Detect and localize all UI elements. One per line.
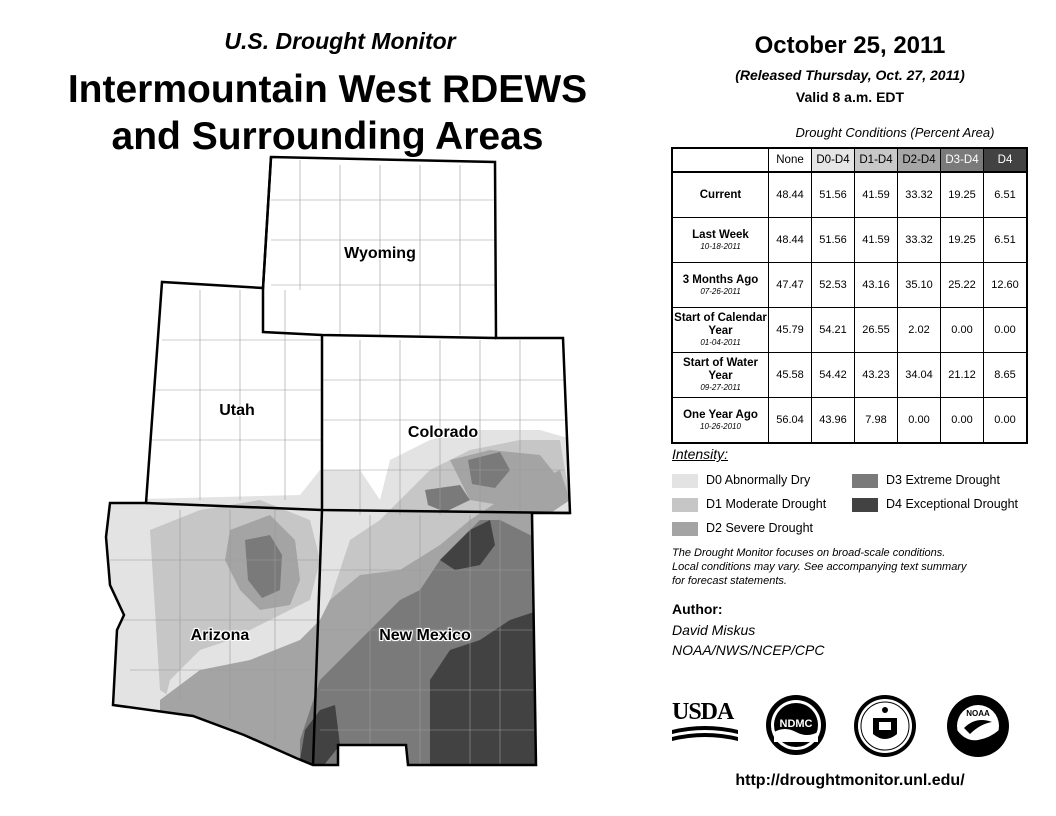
table-cell: 0.00 (941, 308, 984, 353)
ndmc-logo-text: NDMC (779, 718, 813, 730)
table-cell: 34.04 (898, 353, 941, 398)
state-label-colorado: Colorado (407, 424, 479, 441)
table-cell: 52.53 (812, 263, 855, 308)
table-cell: 33.32 (898, 172, 941, 218)
row-label (672, 263, 769, 308)
row-label-text: Start of Calendar Year (674, 312, 767, 337)
table-cell: 45.58 (769, 353, 812, 398)
legend-item-d3 (852, 472, 1000, 488)
commerce-seal (853, 694, 917, 758)
website-link[interactable]: http://droughtmonitor.unl.edu/ (735, 772, 965, 789)
table-cell: 0.00 (984, 398, 1028, 444)
table-row (672, 353, 1027, 398)
table-cell: 33.32 (898, 218, 941, 263)
legend-item-d1 (672, 496, 826, 512)
table-corner (672, 148, 769, 172)
table-cell: 25.22 (941, 263, 984, 308)
table-cell: 43.96 (812, 398, 855, 444)
table-cell: 51.56 (812, 172, 855, 218)
table-cell: 56.04 (769, 398, 812, 444)
column-header: D1-D4 (855, 148, 898, 172)
column-header: D0-D4 (812, 148, 855, 172)
row-date: 09-27-2011 (700, 383, 741, 392)
table-cell: 8.65 (984, 353, 1028, 398)
drought-conditions-table (671, 147, 1028, 444)
table-cell: 51.56 (812, 218, 855, 263)
legend-label: D0 Abnormally Dry (706, 473, 811, 487)
legend-swatch (852, 474, 878, 488)
table-cell: 41.59 (855, 218, 898, 263)
map-subtitle: U.S. Drought Monitor (224, 28, 456, 54)
row-label-text: One Year Ago (683, 408, 758, 421)
table-row (672, 308, 1027, 353)
note-line: Local conditions may vary. See accompanying text summary (672, 561, 967, 573)
row-label (672, 308, 769, 353)
usda-logo-mark (672, 724, 738, 746)
legend-swatch (672, 474, 698, 488)
column-header: D2-D4 (898, 148, 941, 172)
table-cell: 54.21 (812, 308, 855, 353)
table-cell: 0.00 (941, 398, 984, 444)
author-heading: Author: (672, 601, 723, 617)
usda-logo-text: USDA (672, 699, 734, 725)
legend-title: Intensity: (672, 446, 729, 462)
table-cell: 26.55 (855, 308, 898, 353)
table-cell: 0.00 (898, 398, 941, 444)
title-line-2: and Surrounding Areas (111, 115, 544, 158)
state-label-new-mexico: New Mexico (379, 627, 471, 644)
valid-time: Valid 8 a.m. EDT (795, 89, 905, 105)
usda-logo (672, 700, 738, 748)
table-cell: 12.60 (984, 263, 1028, 308)
state-label-utah: Utah (219, 402, 255, 419)
ndmc-logo (765, 694, 827, 756)
legend-swatch (672, 522, 698, 536)
column-header: D3-D4 (941, 148, 984, 172)
legend-item-d2 (672, 520, 813, 536)
table-cell: 19.25 (941, 218, 984, 263)
table-cell: 35.10 (898, 263, 941, 308)
row-date: 01-04-2011 (700, 338, 741, 347)
noaa-logo-text: NOAA (966, 709, 990, 718)
legend-item-d0 (672, 472, 810, 488)
legend-swatch (852, 498, 878, 512)
legend-label: D4 Exceptional Drought (886, 497, 1019, 511)
table-cell: 41.59 (855, 172, 898, 218)
table-cell: 43.16 (855, 263, 898, 308)
row-date: 10-18-2011 (700, 241, 741, 251)
column-header: None (769, 148, 812, 172)
table-row (672, 263, 1027, 308)
row-label (672, 353, 769, 398)
legend-item-d4 (852, 496, 1018, 512)
legend-label: D1 Moderate Drought (706, 497, 827, 511)
table-cell: 48.44 (769, 218, 812, 263)
table-cell: 43.23 (855, 353, 898, 398)
note-line: for forecast statements. (672, 575, 787, 587)
state-label-wyoming: Wyoming (344, 245, 416, 262)
title-line-1: Intermountain West RDEWS (67, 68, 588, 111)
table-body (672, 172, 1027, 443)
valid-date: October 25, 2011 (754, 32, 946, 59)
table-row (672, 218, 1027, 263)
table-cell: 2.02 (898, 308, 941, 353)
row-label-text: 3 Months Ago (682, 273, 759, 286)
table-caption: Drought Conditions (Percent Area) (795, 125, 995, 140)
state-label-arizona: Arizona (190, 627, 250, 644)
column-header: D4 (984, 148, 1028, 172)
table-cell: 48.44 (769, 172, 812, 218)
row-label-text: Start of Water Year (683, 357, 758, 382)
table-cell: 6.51 (984, 172, 1028, 218)
row-label-text: Last Week (692, 228, 749, 241)
table-cell: 6.51 (984, 218, 1028, 263)
legend-swatch (672, 498, 698, 512)
table-cell: 54.42 (812, 353, 855, 398)
noaa-logo (946, 694, 1010, 758)
disclaimer-note (672, 546, 1032, 588)
table-cell: 47.47 (769, 263, 812, 308)
table-cell: 7.98 (855, 398, 898, 444)
row-date: 10-26-2010 (700, 421, 741, 431)
author-block (672, 620, 824, 660)
author-name: David Miskus (672, 622, 756, 638)
table-cell: 21.12 (941, 353, 984, 398)
author-org: NOAA/NWS/NCEP/CPC (672, 642, 825, 658)
legend-label: D3 Extreme Drought (886, 473, 1000, 487)
legend-label: D2 Severe Drought (706, 521, 814, 535)
row-label (672, 172, 769, 218)
row-label-text: Current (699, 188, 742, 201)
table-cell: 19.25 (941, 172, 984, 218)
row-label (672, 398, 769, 444)
release-date: (Released Thursday, Oct. 27, 2011) (735, 67, 965, 83)
table-row (672, 172, 1027, 218)
table-cell: 0.00 (984, 308, 1028, 353)
table-cell: 45.79 (769, 308, 812, 353)
row-label (672, 218, 769, 263)
table-row (672, 398, 1027, 444)
note-line: The Drought Monitor focuses on broad-scale conditions. (672, 547, 946, 559)
row-date: 07-26-2011 (700, 286, 741, 296)
